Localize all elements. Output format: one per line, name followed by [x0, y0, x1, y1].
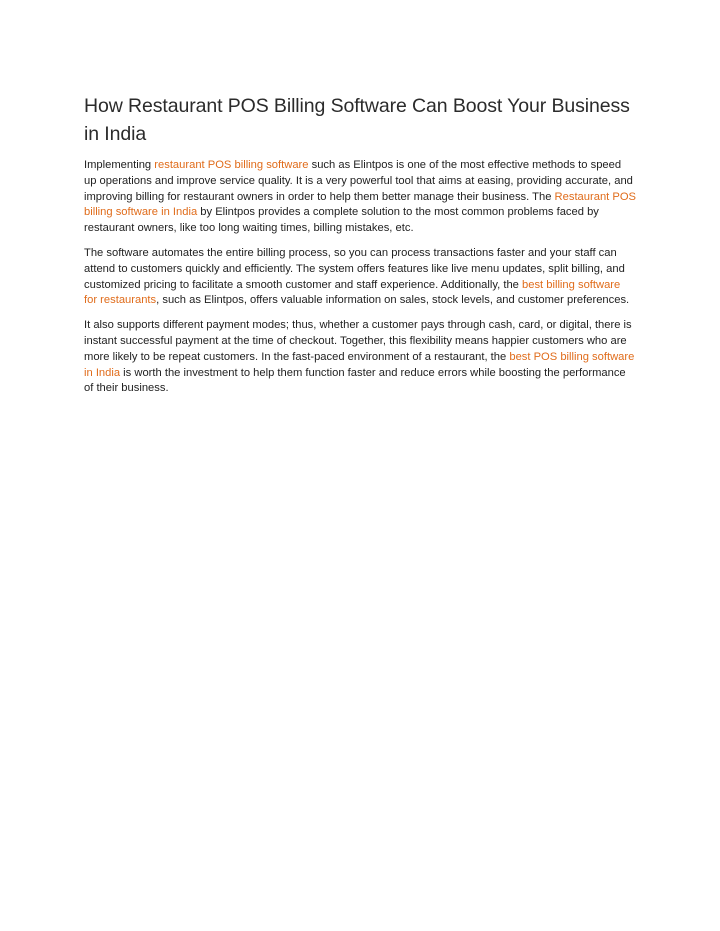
restaurant-pos-billing-software-india-link[interactable]: Restaurant POS billing software in India — [84, 190, 637, 219]
paragraph-1-text-2: such as Elintpos is one of the most effective methods to speed up operations and improve service quality. It is a very powerful tool that aims at easing, providing accurate, and improving billing for restaurant owners in order to help them better manage their business. The — [84, 159, 633, 203]
article-title: How Restaurant POS Billing Software Can Boost Your Business in India — [84, 95, 630, 145]
paragraph-1 — [84, 158, 636, 237]
paragraph-1-text-1: Implementing — [84, 159, 155, 171]
paragraph-3-text-1: It also supports different payment modes; thus, whether a customer pays through cash, card, or digital, there is instant successful payment at the time of checkout. Together, this flexibility means happier customers who are more likely to be repeat customers. In the fast-paced environment of a restaurant, the — [84, 319, 632, 363]
best-billing-software-link[interactable]: best billing software for restaurants — [84, 278, 621, 307]
restaurant-pos-billing-software-link[interactable]: restaurant POS billing software — [154, 159, 309, 171]
paragraph-2-text-2: , such as Elintpos, offers valuable information on sales, stock levels, and customer preferences. — [156, 294, 630, 307]
best-pos-billing-software-link[interactable]: best POS billing software in India — [84, 350, 635, 379]
paragraph-3 — [84, 318, 636, 397]
paragraph-2 — [84, 246, 636, 309]
paragraph-2-text-1: The software automates the entire billing process, so you can process transactions faster and your staff can attend to customers quickly and efficiently. The system offers features like live menu updates, split billing, and customized pricing to facilitate a smooth customer and staff experience. Additionally, the — [84, 246, 625, 291]
paragraph-1-text-3: by Elintpos provides a complete solution to the most common problems faced by restaurant owners, like too long waiting times, billing mistakes, etc. — [84, 206, 599, 235]
document-page — [84, 92, 636, 406]
paragraph-3-text-2: is worth the investment to help them function faster and reduce errors while boosting the performance of their business. — [84, 366, 626, 395]
